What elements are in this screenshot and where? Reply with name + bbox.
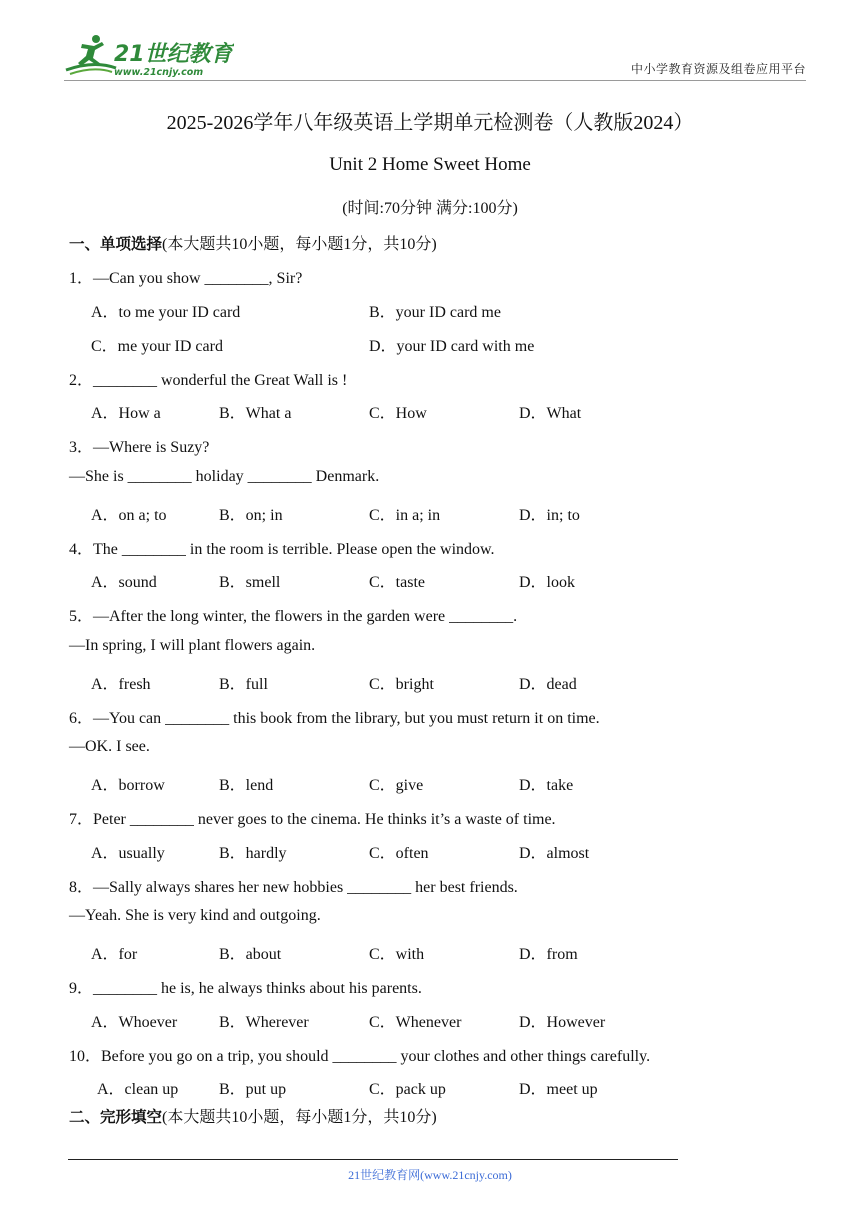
question-3: 3．—Where is Suzy? (69, 439, 210, 456)
q2-option-c[interactable]: C．How (369, 405, 427, 422)
q8-option-b[interactable]: B．about (219, 946, 282, 963)
q7-option-b[interactable]: B．hardly (219, 845, 287, 862)
q4-option-b[interactable]: B．smell (219, 574, 281, 591)
section-2-note: (本大题共10小题，每小题1分，共10分) (162, 1109, 437, 1126)
q5-option-c[interactable]: C．bright (369, 676, 434, 693)
runner-logo-icon (64, 30, 234, 80)
q7-option-d[interactable]: D．almost (519, 845, 590, 862)
q1-option-b[interactable]: B．your ID card me (369, 304, 501, 321)
q9-option-d[interactable]: D．However (519, 1014, 606, 1031)
q9-option-b[interactable]: B．Wherever (219, 1014, 309, 1031)
exam-title: 2025-2026学年八年级英语上学期单元检测卷（人教版2024） (166, 112, 694, 134)
q6-option-d[interactable]: D．take (519, 777, 574, 794)
q5-option-a[interactable]: A．fresh (91, 676, 151, 693)
section-2-heading (69, 1104, 437, 1127)
q6-option-b[interactable]: B．lend (219, 777, 274, 794)
question-2: 2．________ wonderful the Great Wall is ! (69, 372, 348, 389)
footer-divider (68, 1159, 678, 1160)
footer-link[interactable]: 21世纪教育网(www.21cnjy.com) (348, 1168, 512, 1182)
question-9: 9．________ he is, he always thinks about his parents. (69, 980, 422, 997)
question-5: 5．—After the long winter, the flowers in the garden were ________. (69, 608, 518, 625)
q4-option-c[interactable]: C．taste (369, 574, 425, 591)
section-1-title: 一、单项选择 (69, 235, 163, 253)
q3-option-c[interactable]: C．in a; in (369, 507, 441, 524)
q3-option-a[interactable]: A．on a; to (91, 507, 167, 524)
platform-tagline: 中小学教育资源及组卷应用平台 (630, 62, 806, 76)
q5-option-d[interactable]: D．dead (519, 676, 577, 693)
q4-option-d[interactable]: D．look (519, 574, 576, 591)
question-6: 6．—You can ________ this book from the library, but you must return it on time. (69, 710, 600, 727)
question-3-line-2: —She is ________ holiday ________ Denmark. (69, 468, 380, 485)
q10-option-d[interactable]: D．meet up (519, 1081, 598, 1098)
question-6-line-2: —OK. I see. (69, 738, 150, 755)
q10-option-b[interactable]: B．put up (219, 1081, 287, 1098)
site-logo[interactable] (64, 30, 234, 80)
question-4: 4．The ________ in the room is terrible. Please open the window. (69, 541, 495, 558)
q10-option-a[interactable]: A．clean up (97, 1081, 179, 1098)
question-8: 8．—Sally always shares her new hobbies ________ her best friends. (69, 879, 518, 896)
q3-option-b[interactable]: B．on; in (219, 507, 283, 524)
q8-option-d[interactable]: D．from (519, 946, 578, 963)
question-1: 1．—Can you show ________, Sir? (69, 270, 303, 287)
q5-option-b[interactable]: B．full (219, 676, 268, 693)
question-5-line-2: —In spring, I will plant flowers again. (69, 637, 316, 654)
q1-option-c[interactable]: C．me your ID card (91, 338, 223, 355)
header-divider (64, 80, 806, 81)
question-10: 10．Before you go on a trip, you should ________ your clothes and other things carefully. (69, 1048, 651, 1065)
q3-option-d[interactable]: D．in; to (519, 507, 580, 524)
section-2-title: 二、完形填空 (69, 1108, 163, 1126)
unit-title: Unit 2 Home Sweet Home (329, 154, 531, 175)
q2-option-d[interactable]: D．What (519, 405, 582, 422)
q4-option-a[interactable]: A．sound (91, 574, 157, 591)
q2-option-a[interactable]: A．How a (91, 405, 161, 422)
q2-option-b[interactable]: B．What a (219, 405, 292, 422)
q8-option-a[interactable]: A．for (91, 946, 138, 963)
q7-option-c[interactable]: C．often (369, 845, 429, 862)
q9-option-a[interactable]: A．Whoever (91, 1014, 178, 1031)
q10-option-c[interactable]: C．pack up (369, 1081, 446, 1098)
page-header (0, 0, 860, 80)
exam-meta: (时间:70分钟 满分:100分) (342, 200, 518, 217)
q8-option-c[interactable]: C．with (369, 946, 425, 963)
section-1-heading (69, 231, 437, 254)
question-8-line-2: —Yeah. She is very kind and outgoing. (69, 907, 321, 924)
section-1-note: (本大题共10小题，每小题1分，共10分) (162, 236, 437, 253)
q6-option-c[interactable]: C．give (369, 777, 424, 794)
logo-text: 21世纪教育 (114, 42, 233, 67)
q1-option-a[interactable]: A．to me your ID card (91, 304, 241, 321)
question-7: 7．Peter ________ never goes to the cinema. He thinks it’s a waste of time. (69, 811, 556, 828)
q6-option-a[interactable]: A．borrow (91, 777, 165, 794)
logo-url: www.21cnjy.com (114, 67, 204, 78)
q9-option-c[interactable]: C．Whenever (369, 1014, 462, 1031)
q1-option-d[interactable]: D．your ID card with me (369, 338, 535, 355)
q7-option-a[interactable]: A．usually (91, 845, 165, 862)
